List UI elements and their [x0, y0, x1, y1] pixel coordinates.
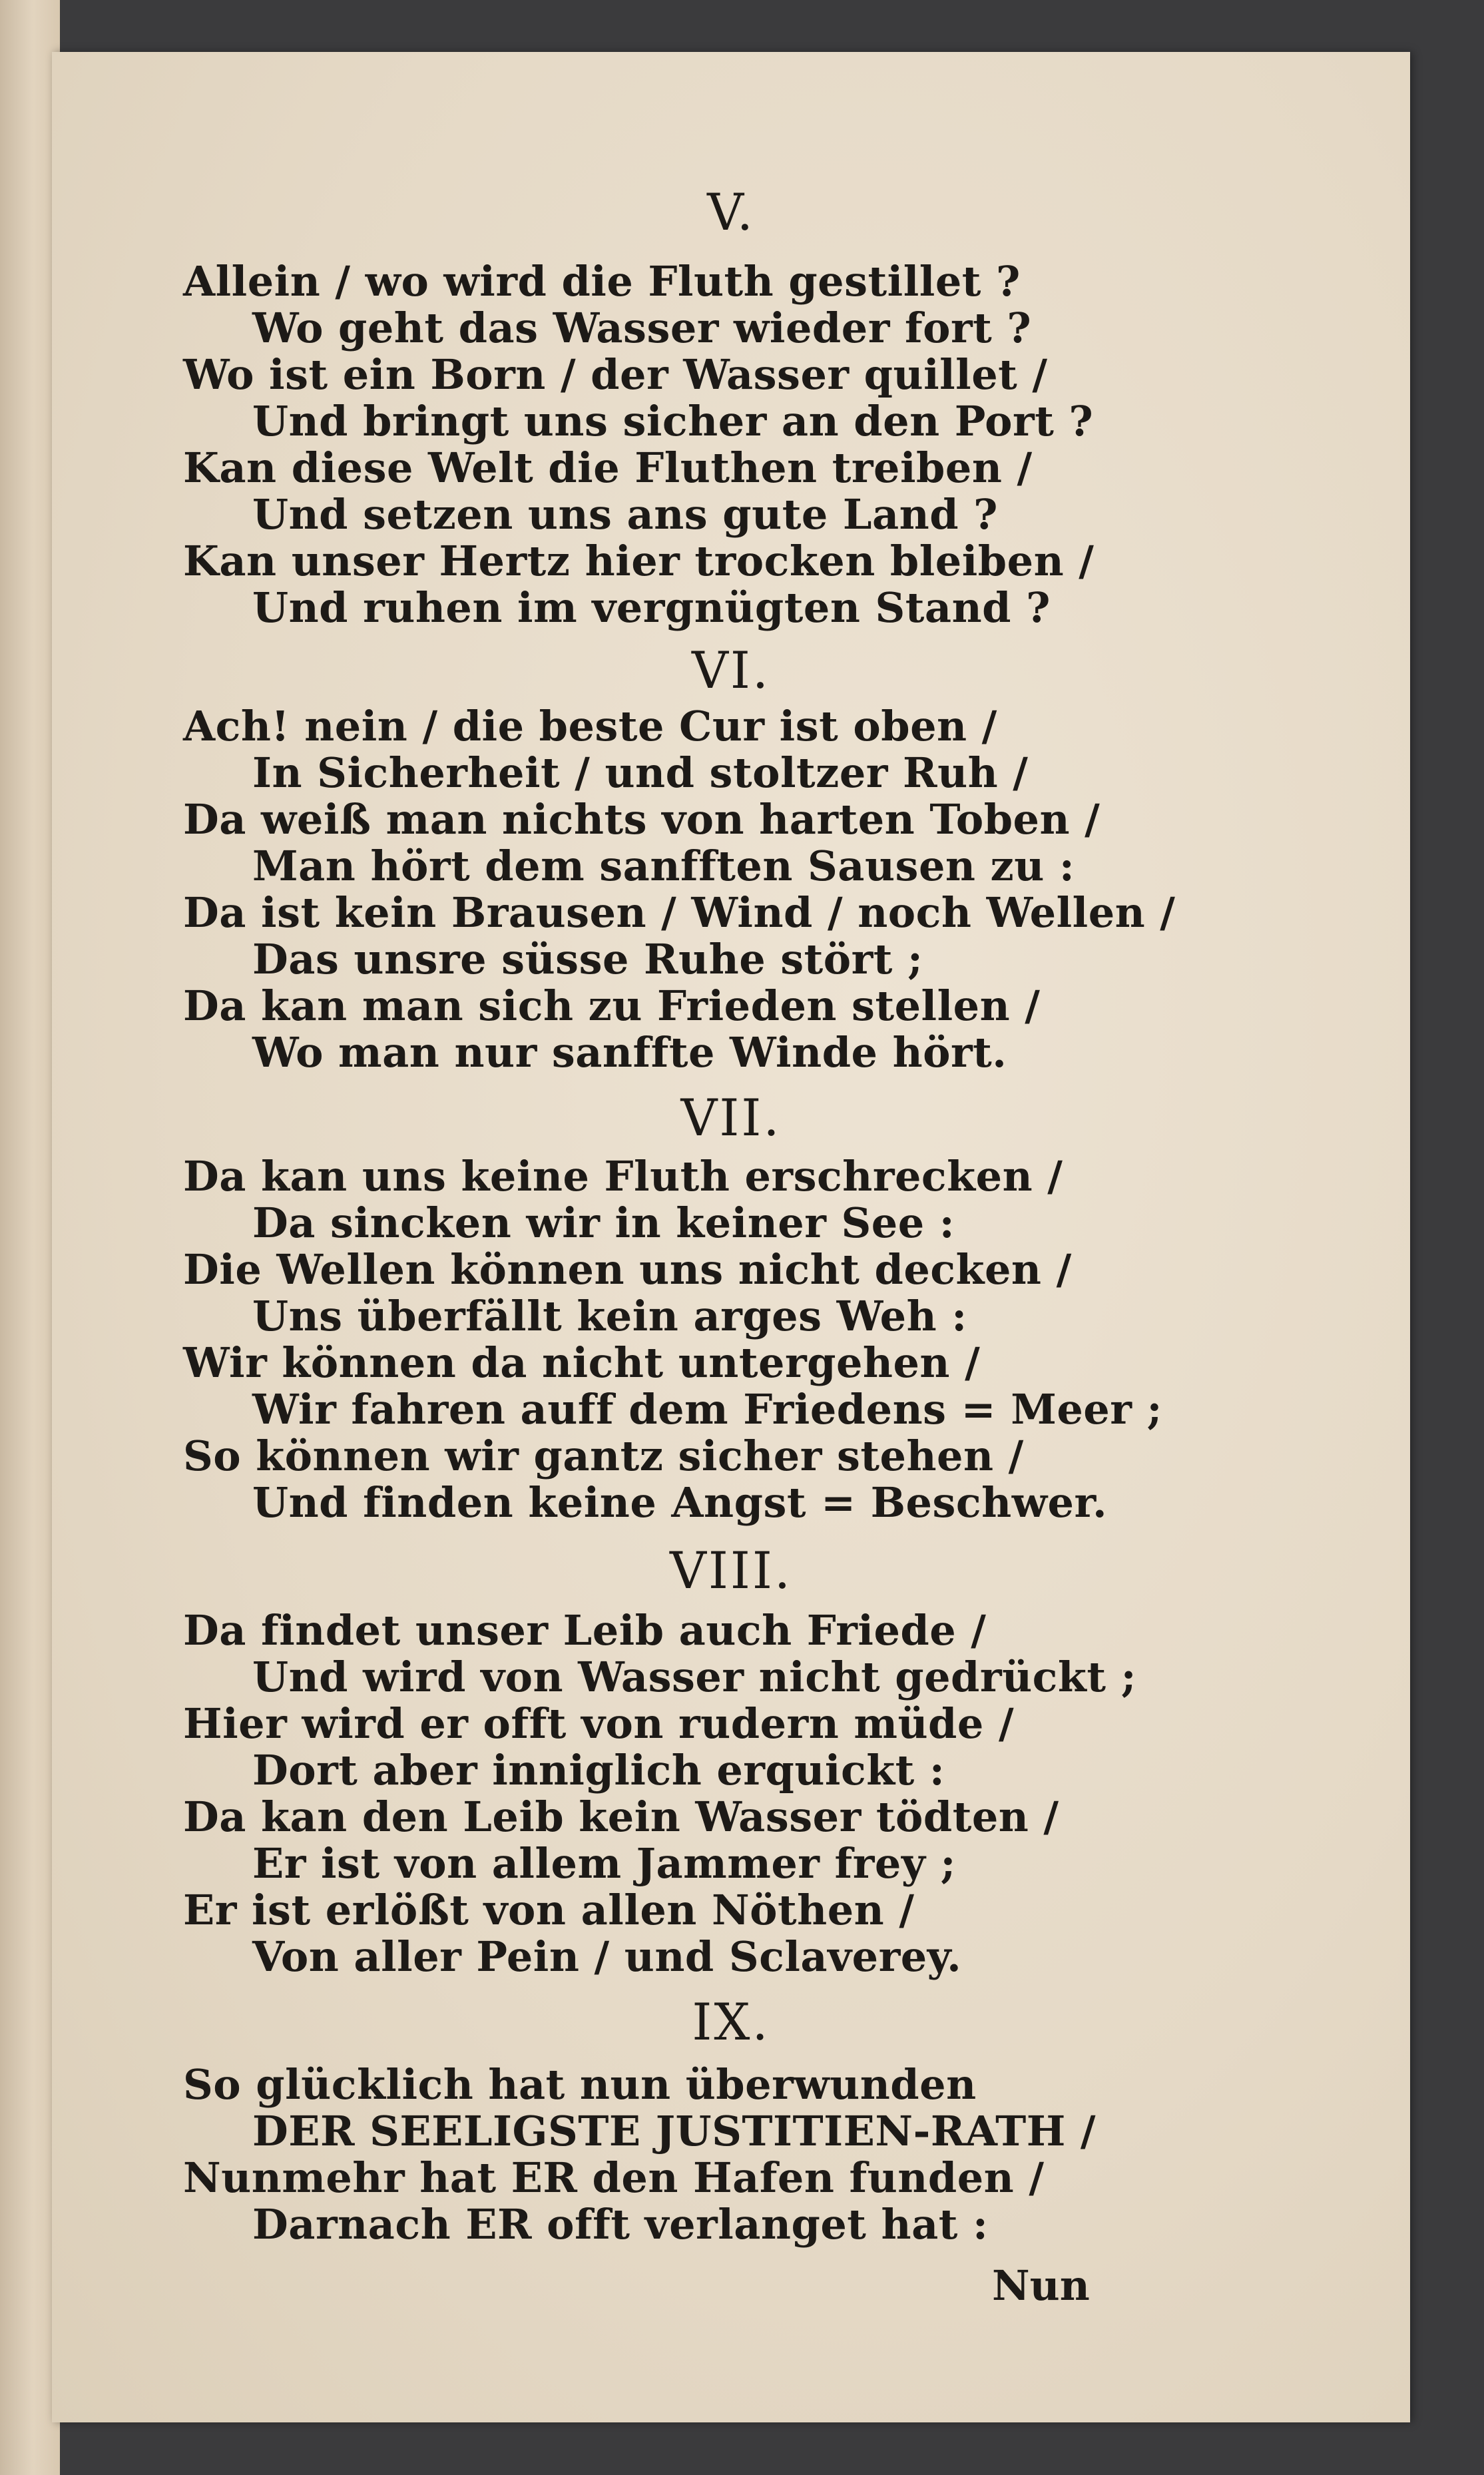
verse-line: Von aller Pein / und Sclaverey.	[252, 1932, 962, 1981]
verse-line: Wir fahren auff dem Friedens = Meer ;	[252, 1385, 1162, 1434]
verse-line: Und wird von Wasser nicht gedrückt ;	[252, 1653, 1136, 1701]
verse-line: Da kan uns keine Fluth erschrecken /	[183, 1152, 1063, 1201]
stanza-number: VIII.	[669, 1541, 793, 1600]
verse-line: Da weiß man nichts von harten Toben /	[183, 795, 1101, 844]
verse-line: Das unsre süsse Ruhe stört ;	[252, 935, 923, 983]
verse-line: Da sincken wir in keiner See :	[252, 1199, 955, 1247]
verse-line: Da ist kein Brausen / Wind / noch Wellen /	[183, 888, 1176, 937]
verse-line: Er ist erlößt von allen Nöthen /	[183, 1886, 915, 1934]
verse-line: Wir können da nicht untergehen /	[183, 1338, 981, 1387]
verse-line: Wo geht das Wasser wieder fort ?	[252, 304, 1032, 352]
verse-line: Und ruhen im vergnügten Stand ?	[252, 583, 1051, 632]
stanza-number: VI.	[691, 641, 771, 700]
verse-line: Und bringt uns sicher an den Port ?	[252, 397, 1094, 445]
verse-line: Ach! nein / die beste Cur ist oben /	[183, 702, 997, 750]
stanza-number: IX.	[692, 1992, 770, 2052]
verse-line: DER SEELIGSTE JUSTITIEN-RATH /	[252, 2107, 1097, 2155]
verse-line: Da findet unser Leib auch Friede /	[183, 1606, 987, 1655]
verse-line: Und setzen uns ans gute Land ?	[252, 490, 998, 539]
verse-line: Die Wellen können uns nicht decken /	[183, 1245, 1072, 1294]
stanza-number: V.	[707, 182, 755, 242]
verse-line: So können wir gantz sicher stehen /	[183, 1432, 1024, 1480]
verse-line: Hier wird er offt von rudern müde /	[183, 1699, 1015, 1748]
stanza-number: VII.	[680, 1088, 782, 1147]
verse-line: Kan unser Hertz hier trocken bleiben /	[183, 537, 1095, 585]
verse-line: Nunmehr hat ER den Hafen funden /	[183, 2153, 1045, 2202]
verse-line: Dort aber inniglich erquickt :	[252, 1746, 945, 1794]
verse-line: Und finden keine Angst = Beschwer.	[252, 1478, 1108, 1527]
catchword: Nun	[992, 2261, 1090, 2310]
verse-line: Da kan den Leib kein Wasser tödten /	[183, 1792, 1059, 1841]
verse-line: Er ist von allem Jammer frey ;	[252, 1839, 956, 1888]
verse-line: So glücklich hat nun überwunden	[183, 2060, 977, 2109]
verse-line: Wo ist ein Born / der Wasser quillet /	[183, 350, 1048, 399]
verse-line: Man hört dem sanfften Sausen zu :	[252, 842, 1075, 890]
verse-line: Wo man nur sanffte Winde hört.	[252, 1028, 1007, 1077]
book-page	[52, 52, 1410, 2422]
verse-line: Uns überfällt kein arges Weh :	[252, 1292, 967, 1340]
verse-line: Darnach ER offt verlanget hat :	[252, 2200, 989, 2249]
verse-line: In Sicherheit / und stoltzer Ruh /	[252, 748, 1029, 797]
previous-page-edge	[0, 0, 60, 2475]
verse-line: Da kan man sich zu Frieden stellen /	[183, 981, 1041, 1030]
verse-line: Allein / wo wird die Fluth gestillet ?	[183, 257, 1021, 306]
verse-line: Kan diese Welt die Fluthen treiben /	[183, 443, 1033, 492]
